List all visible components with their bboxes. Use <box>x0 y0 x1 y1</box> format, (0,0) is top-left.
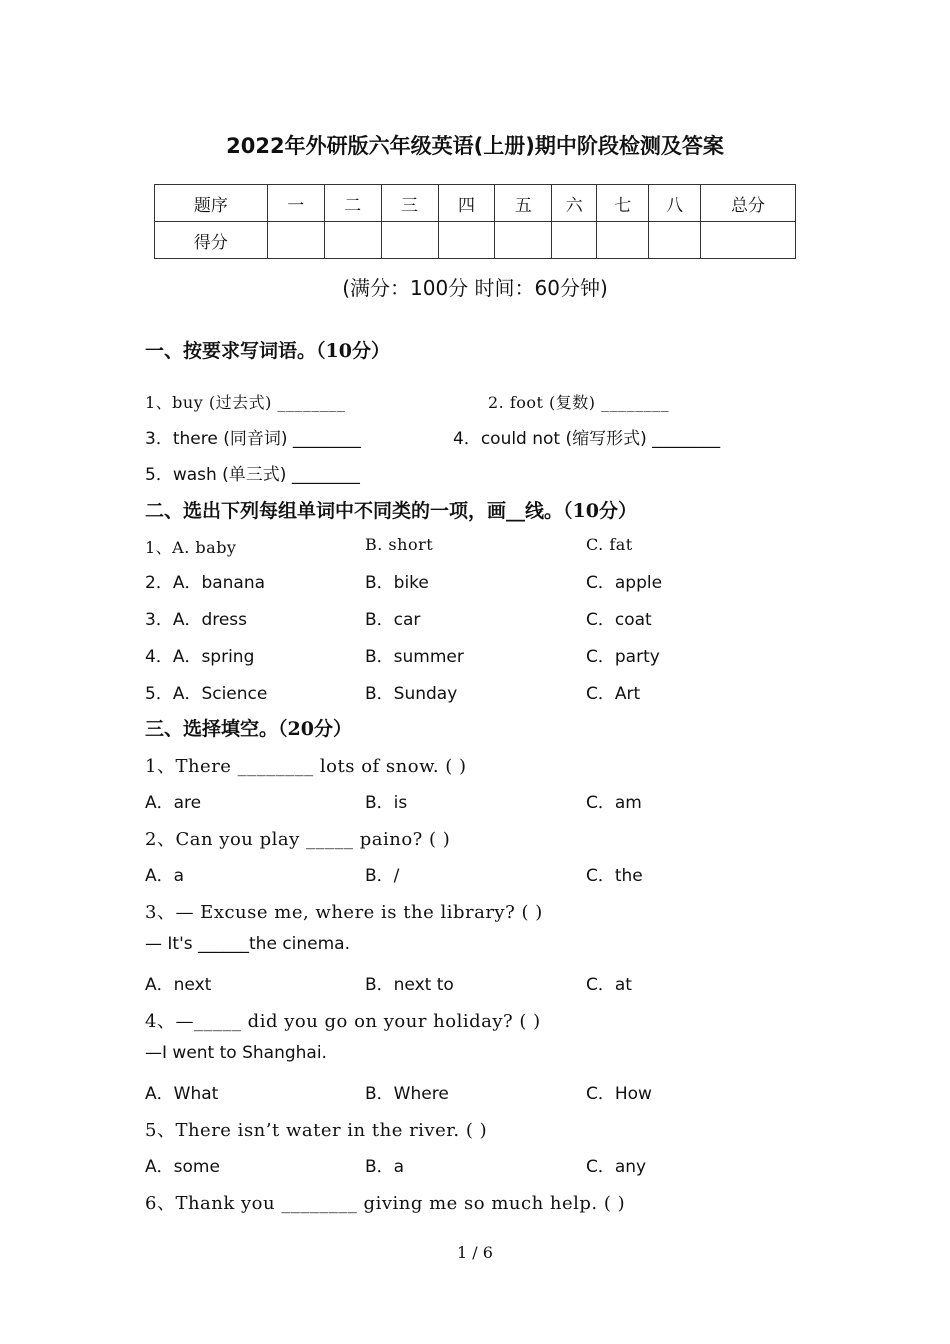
score-cell-empty[interactable] <box>495 222 552 259</box>
page-title: 2022年外研版六年级英语(上册)期中阶段检测及答案 <box>226 134 724 158</box>
option-text: C．any <box>586 1157 647 1177</box>
question-text: 5．wash (单三式) ________ <box>145 465 360 485</box>
option-text: C．am <box>586 793 642 813</box>
score-cell-empty[interactable] <box>438 222 495 259</box>
option-text: C．the <box>586 866 643 886</box>
option-text: 4．A．spring <box>145 647 255 667</box>
score-cell-empty[interactable] <box>649 222 701 259</box>
option-text: B．car <box>365 610 421 630</box>
question-text: 2、Can you play _____ paino? ( ) <box>145 829 451 850</box>
option-text: 5．A．Science <box>145 684 268 704</box>
option-text: B．a <box>365 1157 405 1177</box>
option-text: C．Art <box>586 684 641 704</box>
score-cell-header: 题序 <box>155 185 268 222</box>
question-text: 3．there (同音词) ________ <box>145 429 361 449</box>
option-text: A．What <box>145 1084 219 1104</box>
question-text: 4、—_____ did you go on your holiday? ( ) <box>145 1011 541 1032</box>
score-cell-empty[interactable] <box>597 222 649 259</box>
option-text: C．coat <box>586 610 652 630</box>
page-number: 1 / 6 <box>457 1243 493 1262</box>
question-text: 5、There isn’t water in the river. ( ) <box>145 1120 488 1141</box>
option-text: B．next to <box>365 975 454 995</box>
question-text: 2. foot (复数) ________ <box>488 393 670 412</box>
option-text: A．some <box>145 1157 220 1177</box>
score-cell-empty[interactable] <box>267 222 324 259</box>
option-text: 3．A．dress <box>145 610 248 630</box>
score-cell-header: 四 <box>438 185 495 222</box>
score-cell-header: 八 <box>649 185 701 222</box>
score-cell-header: 三 <box>381 185 438 222</box>
score-table-header-row <box>155 185 796 222</box>
option-text: C．at <box>586 975 632 995</box>
option-text: B. short <box>365 535 434 554</box>
score-cell-header: 六 <box>552 185 597 222</box>
option-text: C．party <box>586 647 660 667</box>
question-text: 6、Thank you ________ giving me so much help. ( ) <box>145 1193 626 1214</box>
option-text: A．are <box>145 793 202 813</box>
option-text: A．next <box>145 975 212 995</box>
option-text: C. fat <box>586 535 633 554</box>
option-text: B．Sunday <box>365 684 458 704</box>
question-text: 1、There ________ lots of snow. ( ) <box>145 756 467 777</box>
option-text: B．bike <box>365 573 429 593</box>
score-cell-header: 总分 <box>701 185 796 222</box>
section-3-heading: 三、选择填空。（20分） <box>145 718 352 740</box>
question-text: 1、buy (过去式) ________ <box>145 393 346 412</box>
score-table-score-row <box>155 222 796 259</box>
score-cell-empty[interactable] <box>324 222 381 259</box>
score-table <box>154 184 796 259</box>
score-cell-header: 二 <box>324 185 381 222</box>
option-text: B．Where <box>365 1084 449 1104</box>
question-text: 3、— Excuse me, where is the library? ( ) <box>145 902 543 923</box>
option-text: B．is <box>365 793 408 813</box>
score-cell-header: 五 <box>495 185 552 222</box>
option-text: 2．A．banana <box>145 573 266 593</box>
score-cell-empty[interactable] <box>701 222 796 259</box>
question-text: — It's ______the cinema. <box>145 934 351 954</box>
option-text: 1、A. baby <box>145 538 237 557</box>
option-text: C．How <box>586 1084 652 1104</box>
question-text: 4．could not (缩写形式) ________ <box>453 429 721 449</box>
section-2-heading: 二、选出下列每组单词中不同类的一项，画__线。（10分） <box>145 500 637 522</box>
exam-subtitle: (满分：100分 时间：60分钟) <box>342 276 608 300</box>
score-cell-header: 一 <box>267 185 324 222</box>
score-cell-empty[interactable] <box>552 222 597 259</box>
section-1-heading: 一、按要求写词语。（10分） <box>145 340 390 362</box>
score-cell-header: 七 <box>597 185 649 222</box>
option-text: A．a <box>145 866 185 886</box>
score-row-label: 得分 <box>155 222 268 259</box>
score-cell-empty[interactable] <box>381 222 438 259</box>
option-text: B．/ <box>365 866 400 886</box>
question-text: —I went to Shanghai. <box>145 1043 327 1063</box>
option-text: B．summer <box>365 647 464 667</box>
option-text: C．apple <box>586 573 663 593</box>
